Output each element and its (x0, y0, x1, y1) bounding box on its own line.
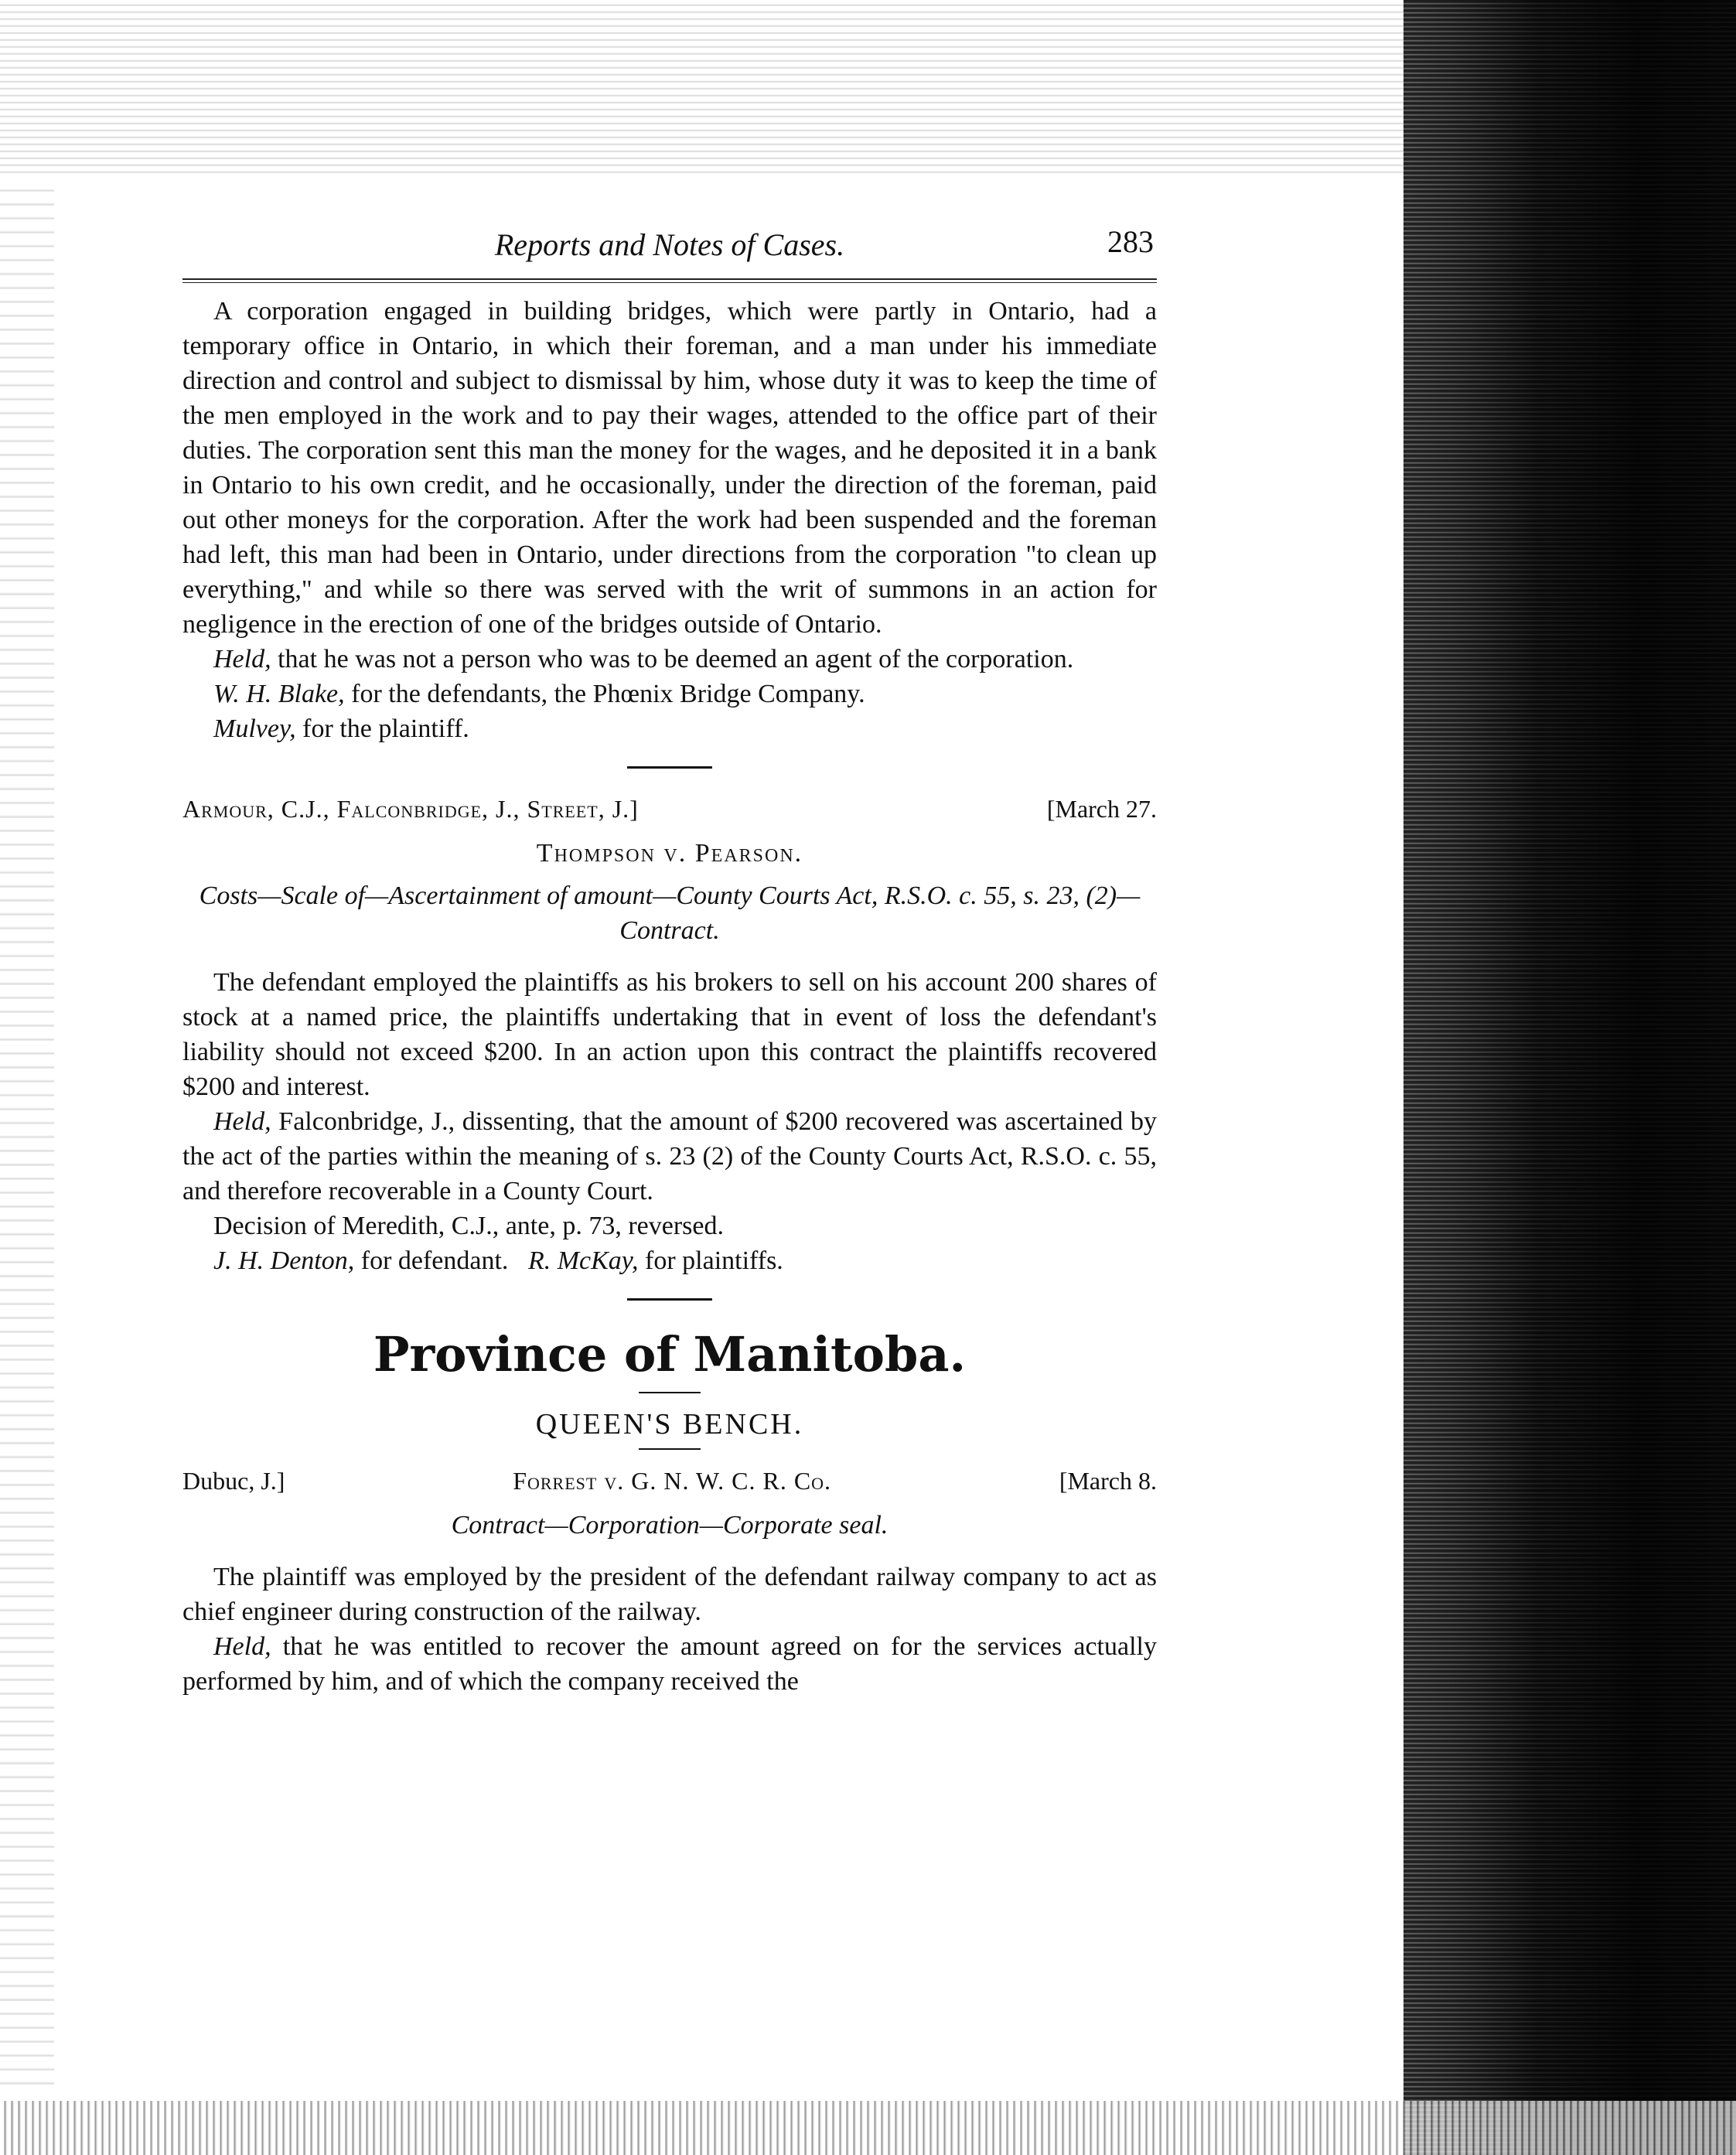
counsel-text: for defendant. (354, 1246, 509, 1275)
counsel-name: Mulvey, (213, 714, 296, 743)
held-label: Held, (213, 1107, 271, 1136)
heading-rule (639, 1392, 701, 1393)
case-name: Thompson v. Pearson. (536, 839, 803, 868)
case2-facts: The defendant employed the plaintiffs as his brokers to sell on his account 200 shares of stock at a named price, the plaintiffs undertaking that in event of loss the defendant's liability should not exceed $200. In an action upon this contract the plaintiffs recovered $200 and interest. (182, 968, 1157, 1101)
counsel-text: for the defendants, the Phœnix Bridge Company. (344, 680, 865, 708)
counsel-name: R. McKay, (527, 1246, 639, 1275)
held-label: Held, (213, 645, 271, 673)
scan-dark-edge-right (1403, 0, 1736, 2155)
case2-holding (182, 1104, 1157, 1209)
counsel-name: J. H. Denton, (213, 1246, 355, 1275)
province-heading: Province of Manitoba. (373, 1326, 967, 1383)
counsel-name: W. H. Blake, (213, 680, 345, 708)
section-divider (627, 1298, 712, 1301)
counsel-text: for plaintiffs. (638, 1246, 783, 1275)
held-text: Falconbridge, J., dissenting, that the amount of $200 recovered was ascertained by the act of the parties within the meaning of s. 23 (2) of the County Courts Act, R.S.O. c. 55, and therefore recoverable in a County Court. (182, 1107, 1157, 1205)
judges-line (182, 1464, 1157, 1499)
page-body (182, 224, 1157, 1699)
case3-holding (182, 1629, 1157, 1699)
running-title: Reports and Notes of Cases. (494, 227, 845, 262)
running-head (182, 224, 1157, 271)
case1-facts: A corporation engaged in building bridges, which were partly in Ontario, had a temporary office in Ontario, in which their foreman, and a man under his immediate direction and control and subject to dismissal by him, whose duty it was to keep the time of the men employed in the work and to pay their wages, attended to the office part of their duties. The corporation sent this man the money for the wages, and he deposited it in a bank in Ontario to his own credit, and he occasionally, under the direction of the foreman, paid out other moneys for the corporation. After the work had been suspended and the foreman had left, this man had been in Ontario, under directions from the corporation "to clean up everything," and while so there was served with the writ of summons in an action for negligence in the erection of one of the bridges outside of Ontario. (182, 297, 1157, 639)
held-label: Held, (213, 1632, 271, 1661)
case3-facts: The plaintiff was employed by the president of the defendant railway company to act as chief engineer during construction of the railway. (182, 1563, 1157, 1626)
held-text: that he was not a person who was to be deemed an agent of the corporation. (271, 645, 1074, 673)
case2-counsel (182, 1243, 1157, 1278)
case-forrest (182, 1464, 1157, 1699)
heading-rule (639, 1448, 701, 1450)
section-divider (627, 766, 712, 769)
headnote: Contract—Corporation—Corporate seal. (451, 1511, 888, 1540)
case2-decision: Decision of Meredith, C.J., ante, p. 73, reversed. (213, 1212, 724, 1240)
header-rule (182, 278, 1157, 283)
case1-holding (182, 642, 1157, 677)
case-name: Forrest v. G. N. W. C. R. Co. (513, 1467, 832, 1495)
case1-counsel-plaintiff (182, 711, 1157, 746)
judges: Armour, C.J., Falconbridge, J., Street, J.] (182, 795, 639, 823)
scan-noise-bottom (0, 2101, 1736, 2155)
scan-noise-left (0, 178, 54, 2095)
headnote: Costs—Scale of—Ascertainment of amount—County Courts Act, R.S.O. c. 55, s. 23, (2)—Contract. (199, 881, 1141, 945)
case-phoenix-bridge (182, 294, 1157, 746)
page-number: 283 (1107, 224, 1154, 259)
case1-counsel (182, 677, 1157, 711)
court-heading: QUEEN'S BENCH. (535, 1408, 804, 1441)
case-date: [March 8. (1059, 1467, 1157, 1495)
held-text: that he was entitled to recover the amount agreed on for the services actually performed by him, and of which the company received the (182, 1632, 1157, 1696)
case-date: [March 27. (1046, 795, 1157, 823)
counsel-text: for the plaintiff. (295, 714, 469, 743)
judges-line (182, 792, 1157, 827)
judge: Dubuc, J.] (182, 1467, 285, 1495)
case-thompson-pearson (182, 792, 1157, 1278)
